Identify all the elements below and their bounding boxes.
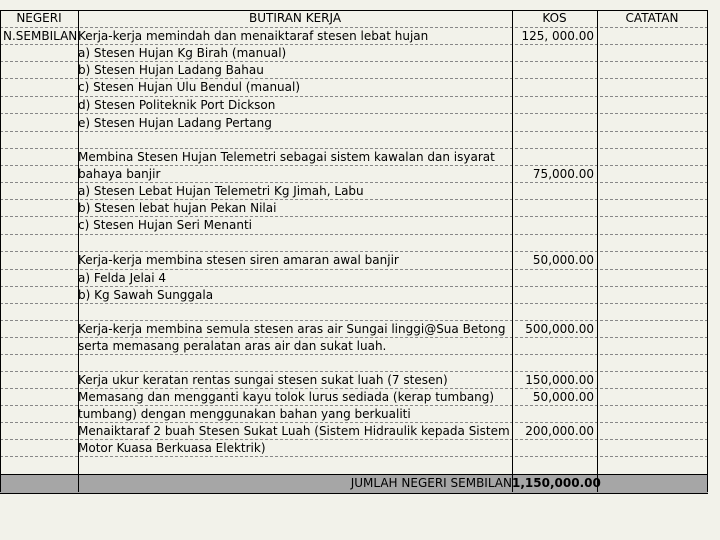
item-2-line: bahaya banjir [78,167,161,181]
total-label: JUMLAH NEGERI SEMBILAN [350,476,512,490]
item-2-line: c) Stesen Hujan Seri Menanti [78,218,253,232]
item-5-cost: 200,000.00 [525,424,594,438]
grid-line [0,234,708,235]
header-butiran-kerja: BUTIRAN KERJA [248,11,342,25]
column-border [0,10,1,492]
item-2-line: b) Stesen lebat hujan Pekan Nilai [78,201,277,215]
column-border [707,10,708,492]
state-name: N.SEMBILAN [3,29,78,43]
item-4-line: serta memasang peralatan aras air dan sukat luah. [78,339,387,353]
item-3-cost: 50,000.00 [532,253,594,267]
item-5-line: tumbang) dengan menggunakan bahan yang berkualiti [78,407,411,421]
item-2-cost: 75,000.00 [532,167,594,181]
header-negeri: NEGERI [16,11,62,25]
item-1-line: Kerja-kerja memindah dan menaiktaraf stesen lebat hujan [78,29,429,43]
column-border [512,10,513,492]
item-1-line: d) Stesen Politeknik Port Dickson [78,98,276,112]
item-5-cost: 50,000.00 [532,390,594,404]
item-2-line: Membina Stesen Hujan Telemetri sebagai sistem kawalan dan isyarat [78,150,495,164]
item-5-line: Motor Kuasa Berkuasa Elektrik) [78,441,266,455]
item-1-cost: 125, 000.00 [521,29,594,43]
item-3-line: Kerja-kerja membina stesen siren amaran awal banjir [78,253,399,267]
item-3-line: a) Felda Jelai 4 [78,271,166,285]
item-1-line: c) Stesen Hujan Ulu Bendul (manual) [78,80,301,94]
item-5-line: Kerja ukur keratan rentas sungai stesen sukat luah (7 stesen) [78,373,448,387]
item-2-line: a) Stesen Lebat Hujan Telemetri Kg Jimah, Labu [78,184,364,198]
header-kos: KOS [542,11,567,25]
item-5-cost: 150,000.00 [525,373,594,387]
item-1-line: a) Stesen Hujan Kg Birah (manual) [78,46,287,60]
total-value: 1,150,000.00 [512,476,601,490]
item-3-line: b) Kg Sawah Sunggala [78,288,214,302]
item-5-line: Memasang dan mengganti kayu tolok lurus sediada (kerap tumbang) [78,390,495,404]
item-5-line: Menaiktaraf 2 buah Stesen Sukat Luah (Sistem Hidraulik kepada Sistem [78,424,510,438]
header-catatan: CATATAN [625,11,679,25]
item-4-line: Kerja-kerja membina semula stesen aras air Sungai linggi@Sua Betong [78,322,506,336]
item-1-line: e) Stesen Hujan Ladang Pertang [78,116,272,130]
column-border [597,10,598,492]
item-4-cost: 500,000.00 [525,322,594,336]
item-1-line: b) Stesen Hujan Ladang Bahau [78,63,264,77]
